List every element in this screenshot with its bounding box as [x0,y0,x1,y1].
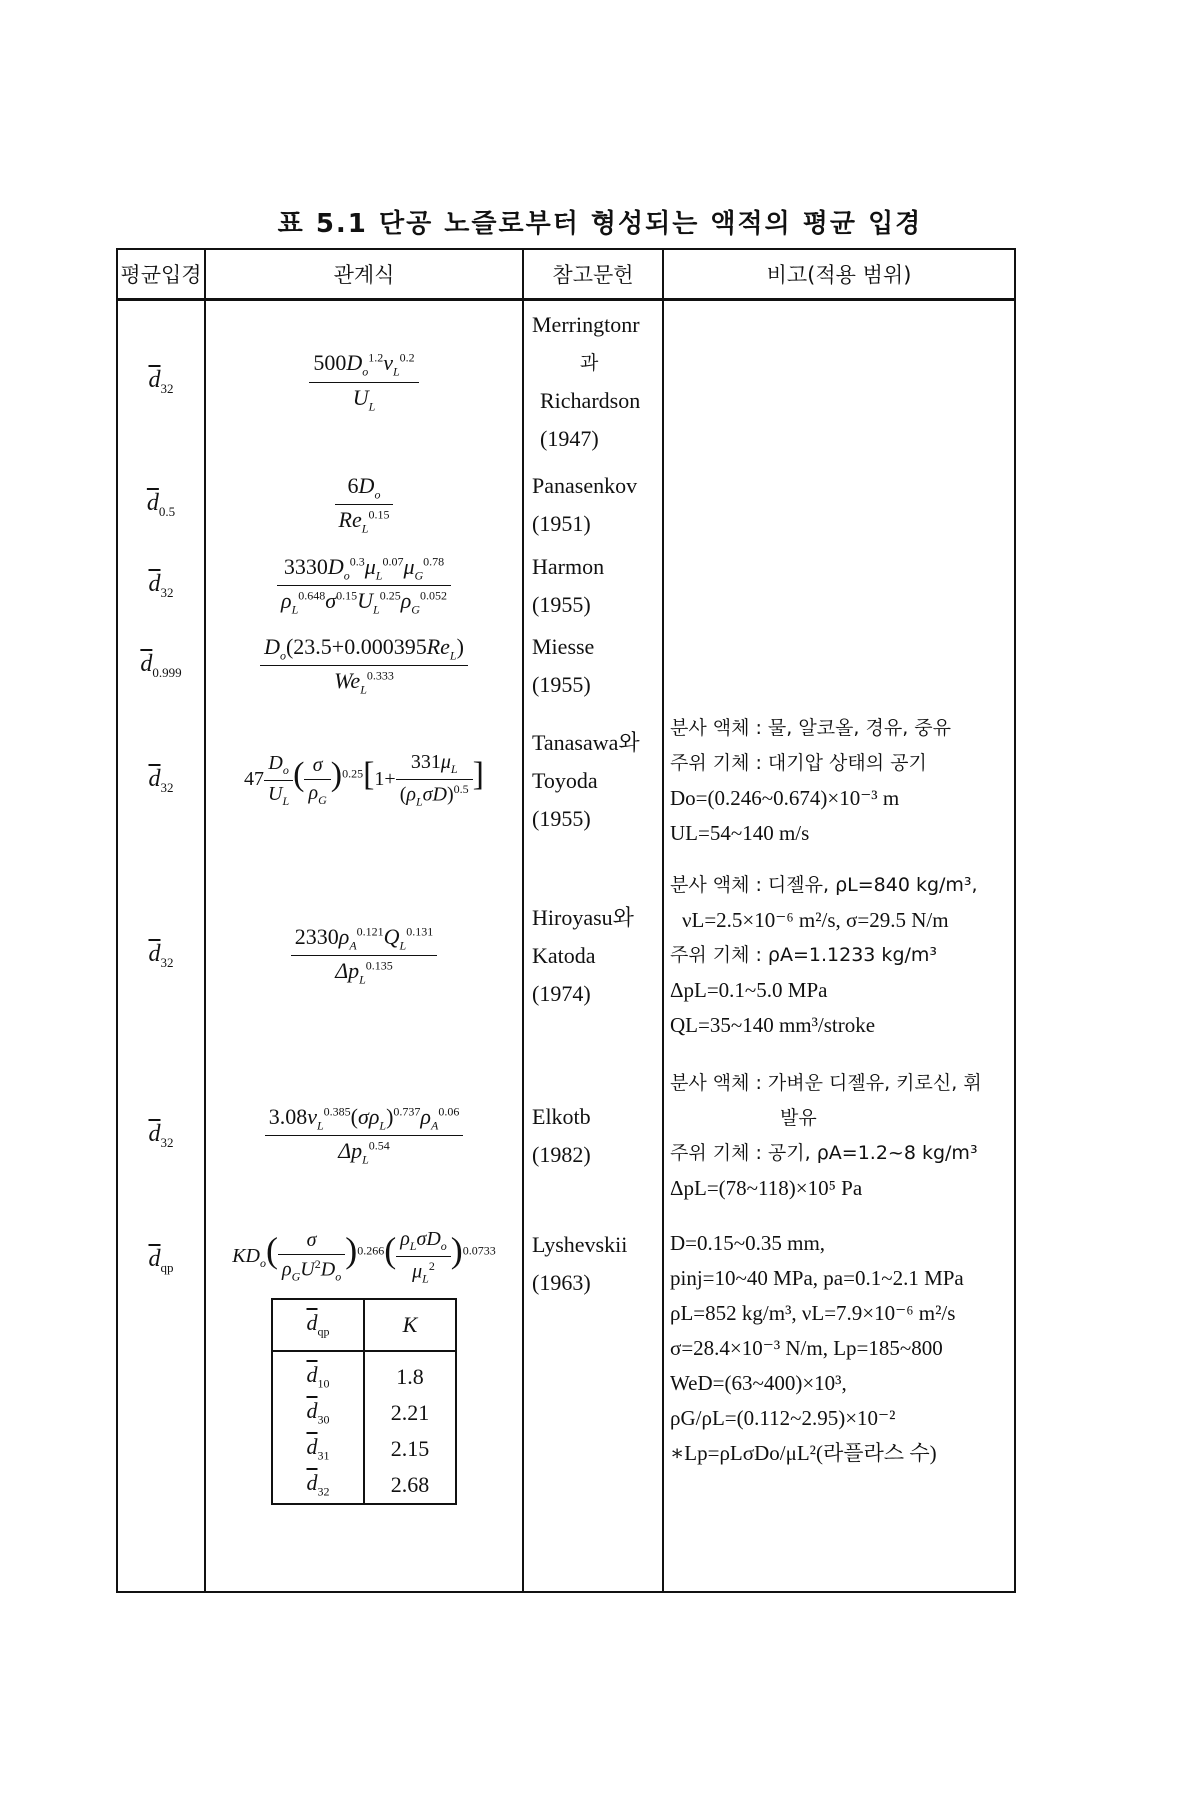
mean-diameter-symbol: $\overline{d}_{32}$ [117,706,205,856]
formula-miesse: $\frac{D_o(23.5+0.000395Re_L)}{We_L^{0.333}}$ [205,626,523,706]
reference-cell: Harmon (1955) [523,546,663,626]
reference-cell: Hiroyasu와 Katoda (1974) [523,856,663,1056]
mean-diameter-symbol: $\overline{d}_{32}$ [117,1056,205,1216]
reference-cell: Elkotb (1982) [523,1056,663,1216]
k-table-value: 2.15 [364,1431,456,1467]
mean-diameter-symbol: $\overline{d}_{qp}$ [117,1216,205,1592]
k-table-value: 2.68 [364,1467,456,1504]
mean-diameter-symbol: $\overline{d}_{0.999}$ [117,626,205,706]
reference-cell: Panasenkov (1951) [523,464,663,546]
mean-diameter-symbol: $\overline{d}_{32}$ [117,300,205,464]
k-table-symbol: $\overline{d}_{31}$ [272,1431,364,1467]
table-caption: 표 5.1 단공 노즐로부터 형성되는 액적의 평균 입경 [277,209,923,239]
formula-hiroyasu: $\frac{2330\rho_A^{0.121}Q_L^{0.131}}{\Delta p_L^{0.135}}$ [205,856,523,1056]
mean-diameter-symbol: $\overline{d}_{32}$ [117,856,205,1056]
remarks-cell: D=0.15~0.35 mm, pinj=10~40 MPa, pa=0.1~2.1 MPa ρL=852 kg/m³, νL=7.9×10⁻⁶ m²/s σ=28.4×10⁻³ N/m, Lp=185~800 WeD=(63~400)×10³, ρG/ρL=(0.112~2.95)×10⁻² ∗Lp=ρLσDo/μL²(라플라스 수) [663,1216,1015,1592]
remarks-cell [663,300,1015,464]
k-table-header [272,1299,456,1351]
k-table-symbol: $\overline{d}_{32}$ [272,1467,364,1504]
table-row [117,856,1015,1056]
reference-cell: Merringtonr 과 Richardson (1947) [523,300,663,464]
table-row [117,706,1015,856]
k-table-symbol: $\overline{d}_{30}$ [272,1395,364,1431]
header-relation: 관계식 [205,249,523,300]
remarks-cell: 분사 액체 : 가벼운 디젤유, 키로신, 휘 발유 주위 기체 : 공기, ρA=1.2~8 kg/m³ ΔpL=(78~118)×10⁵ Pa [663,1056,1015,1216]
formula-harmon: $\frac{3330D_o^{0.3}\mu_L^{0.07}\mu_G^{0.78}}{\rho_L^{0.648}\sigma^{0.15}U_L^{0.25}\rho_G^{0.052}}$ [205,546,523,626]
formula-elkotb: $\frac{3.08\nu_L^{0.385}(\sigma\rho_L)^{0.737}\rho_A^{0.06}}{\Delta p_L^{0.54}}$ [205,1056,523,1216]
reference-cell: Miesse (1955) [523,626,663,706]
header-remarks: 비고(적용 범위) [663,249,1015,300]
header-reference: 참고문헌 [523,249,663,300]
table-row [117,626,1015,706]
k-table-row [272,1351,456,1395]
k-table-head-k: K [364,1299,456,1351]
formula-lyshevskii: $KD_o$( $\frac{\sigma}{\rho_GU^2D_o}$ )$^{0.266}$( $\frac{\rho_L\sigma D_o}{\mu_L^2}$ )$^{0.0733}$ $\overline{d}_{qp}$ K $\overline{d}_{10}$ 1.8 $\overline{d}_{30}$ 2.21 $\overline{d}_{31}$ 2.15 $\overline{d}_{32}$ 2.68 [205,1216,523,1592]
header-diameter: 평균입경 [117,249,205,300]
k-table-value: 1.8 [364,1351,456,1395]
remarks-cell: 분사 액체 : 디젤유, ρL=840 kg/m³, νL=2.5×10⁻⁶ m²/s, σ=29.5 N/m 주위 기체 : ρA=1.1233 kg/m³ ΔpL=0.1~5.0 MPa QL=35~140 mm³/stroke [663,856,1015,1056]
table-row [117,1216,1015,1592]
k-table-value: 2.21 [364,1395,456,1431]
remarks-cell [663,464,1015,546]
header-row [117,249,1015,300]
table-row [117,1056,1015,1216]
table-row [117,546,1015,626]
table-row [117,300,1015,464]
reference-cell: Lyshevskii (1963) [523,1216,663,1592]
remarks-cell [663,626,1015,706]
droplet-diameter-table [116,248,1016,1593]
remarks-cell [663,546,1015,626]
formula-tanasawa: 47 $\frac{D_o}{U_L}$ ( $\frac{\sigma}{\rho_G}$ )$^{0.25}$[1+ $\frac{331\mu_L}{(\rho_L\sigma D)^{0.5}}$ ] [205,706,523,856]
reference-cell: Tanasawa와 Toyoda (1955) [523,706,663,856]
remarks-cell: 분사 액체 : 물, 알코올, 경유, 중유 주위 기체 : 대기압 상태의 공기 Do=(0.246~0.674)×10⁻³ m UL=54~140 m/s [663,706,1015,856]
k-coefficient-table [271,1298,457,1505]
formula-merrington: $\frac{500D_o^{1.2}\nu_L^{0.2}}{U_L}$ [205,300,523,464]
formula-panasenkov: $\frac{6D_o}{Re_L^{0.15}}$ [205,464,523,546]
k-table-row [272,1431,456,1467]
k-table-head-symbol: $\overline{d}_{qp}$ [272,1299,364,1351]
mean-diameter-symbol: $\overline{d}_{0.5}$ [117,464,205,546]
k-table-row [272,1395,456,1431]
mean-diameter-symbol: $\overline{d}_{32}$ [117,546,205,626]
table-row [117,464,1015,546]
k-table-row [272,1467,456,1504]
k-table-symbol: $\overline{d}_{10}$ [272,1351,364,1395]
